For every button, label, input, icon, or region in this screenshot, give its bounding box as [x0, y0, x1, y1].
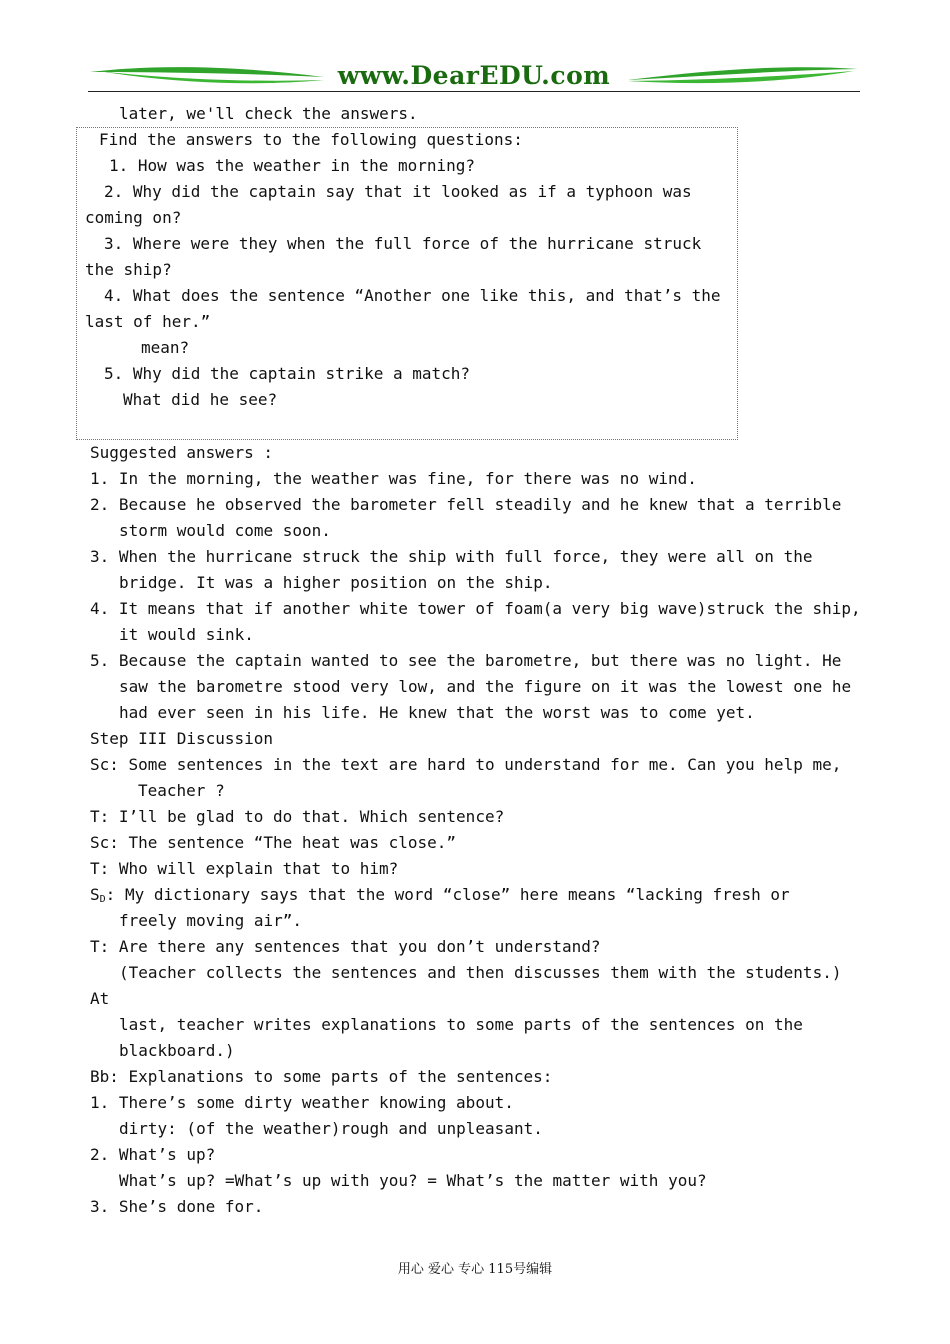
answer-line: had ever seen in his life. He knew that the worst was to come yet. — [119, 703, 755, 722]
dialogue-line-sd — [90, 885, 790, 910]
dialogue-text: : My dictionary says that the word “close” here means “lacking fresh or — [105, 885, 790, 904]
site-logo[interactable]: www.DearEDU.com — [337, 61, 611, 90]
answer-line: it would sink. — [119, 625, 254, 644]
page-footer: 用心 爱心 专心 115号编辑 — [397, 1262, 553, 1277]
answer-line: 5. Because the captain wanted to see the barometre, but there was no light. He — [90, 651, 842, 670]
question-line: 2. Why did the captain say that it looked as if a typhoon was — [104, 182, 692, 201]
suggested-heading: Suggested answers : — [90, 443, 274, 462]
question-line: coming on? — [85, 208, 182, 227]
explanation-line: 1. There’s some dirty weather knowing about. — [90, 1093, 514, 1112]
answer-line: 3. When the hurricane struck the ship with full force, they were all on the — [90, 547, 813, 566]
answer-line: storm would come soon. — [119, 521, 331, 540]
question-line: 1. How was the weather in the morning? — [109, 156, 476, 175]
speaker-subscript: D — [99, 894, 106, 905]
dialogue-line: Sc: The sentence “The heat was close.” — [90, 833, 457, 852]
answer-line: 2. Because he observed the barometer fell steadily and he knew that a terrible — [90, 495, 842, 514]
dialogue-line: blackboard.) — [119, 1041, 235, 1060]
header-divider — [88, 91, 860, 92]
question-line: last of her.” — [85, 312, 211, 331]
answer-line: 4. It means that if another white tower of foam(a very big wave)struck the ship, — [90, 599, 861, 618]
question-line: 3. Where were they when the full force of the hurricane struck — [104, 234, 702, 253]
dialogue-line: Teacher ? — [138, 781, 225, 800]
discussion-heading: Step III Discussion — [90, 729, 274, 748]
answer-line: saw the barometre stood very low, and the figure on it was the lowest one he — [119, 677, 852, 696]
explanation-line: What’s up? =What’s up with you? = What’s the matter with you? — [119, 1171, 707, 1190]
blackboard-heading: Bb: Explanations to some parts of the sentences: — [90, 1067, 553, 1086]
explanation-line: dirty: (of the weather)rough and unpleasant. — [119, 1119, 543, 1138]
question-line: What did he see? — [123, 390, 278, 409]
dialogue-line: T: I’ll be glad to do that. Which sentence? — [90, 807, 505, 826]
question-line: mean? — [141, 338, 190, 357]
question-line: 4. What does the sentence “Another one like this, and that’s the — [104, 286, 721, 305]
explanation-line: 2. What’s up? — [90, 1145, 216, 1164]
dialogue-line: (Teacher collects the sentences and then discusses them with the students.) — [119, 963, 842, 982]
dialogue-line: last, teacher writes explanations to some parts of the sentences on the — [119, 1015, 803, 1034]
intro-line: later, we'll check the answers. — [119, 104, 418, 123]
dialogue-line: At — [90, 989, 110, 1008]
question-line: the ship? — [85, 260, 172, 279]
dialogue-line: T: Are there any sentences that you don’t understand? — [90, 937, 601, 956]
explanation-line: 3. She’s done for. — [90, 1197, 264, 1216]
page-header — [88, 60, 860, 94]
speaker-label: S — [90, 885, 100, 904]
left-swoosh — [90, 67, 324, 77]
dialogue-line: Sc: Some sentences in the text are hard to understand for me. Can you help me, — [90, 755, 842, 774]
question-line: 5. Why did the captain strike a match? — [104, 364, 471, 383]
answer-line: 1. In the morning, the weather was fine, for there was no wind. — [90, 469, 697, 488]
dialogue-line: freely moving air”. — [119, 911, 303, 930]
dialogue-line: T: Who will explain that to him? — [90, 859, 399, 878]
question-box-heading: Find the answers to the following questions: — [99, 130, 523, 149]
answer-line: bridge. It was a higher position on the ship. — [119, 573, 553, 592]
